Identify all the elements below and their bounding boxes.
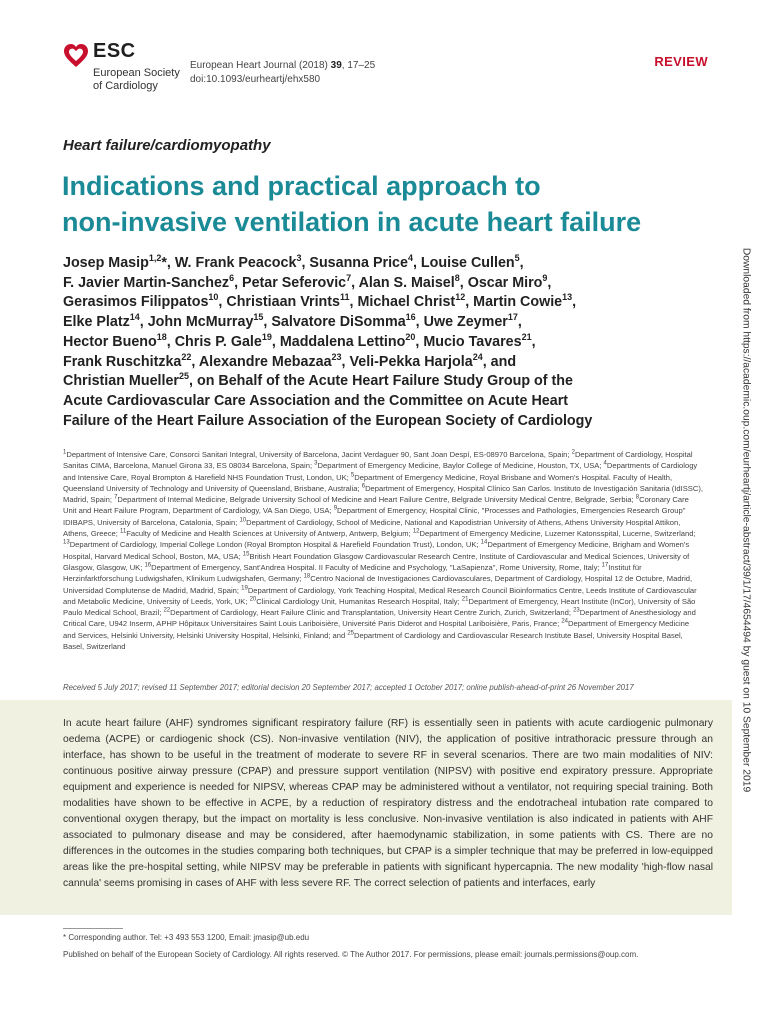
affiliation-number: 9	[333, 505, 338, 512]
author-name: Christian Mueller	[63, 373, 179, 390]
author-line: Josep Masip$^{1,2}$*, W. Frank Peacock$^3$, Susanna Price$^4$, Louise Cullen$^5$,	[63, 253, 524, 271]
affiliation-number: 4	[603, 460, 607, 467]
affiliation-text: Department of Emergency Medicine and Services, Helsinki University, Helsinki University Hospital, Helsinki, Finland; and	[63, 619, 690, 640]
author-line: F. Javier Martin-Sanchez$^6$, Petar Seferovic$^7$, Alan S. Maisel$^8$, Oscar Miro$^9$,	[63, 272, 552, 291]
author-name: W. Frank Peacock	[174, 255, 297, 271]
affiliation-number: 5	[350, 472, 355, 479]
affiliation-text: Department of Emergency Medicine, Baylor College of Medicine, Houston, TX, USA;	[317, 461, 604, 471]
author-name: John McMurray	[147, 314, 254, 331]
affiliation-number: 6	[361, 483, 366, 490]
received-dates: Received 5 July 2017; revised 11 September 2017; editorial decision 20 September 2017; accepted 1 October 2017; online publish-ahead-of-print 26 November 2017	[63, 683, 634, 692]
author-affiliation-number: 11	[340, 292, 350, 303]
author-affiliation-number: 20	[405, 332, 416, 343]
author-affiliation-number: 9	[542, 272, 548, 283]
affiliation-number: 16	[144, 562, 152, 569]
corresponding-author: * Corresponding author. Tel: +3 493 553 1200, Email: jmasip@ub.edu	[63, 933, 310, 942]
affiliation-number: 15	[242, 551, 250, 558]
author-name: Chris P. Gale	[174, 333, 262, 350]
abstract-box	[0, 700, 732, 915]
author-affiliation-number: 23	[331, 351, 342, 362]
affiliation-number: 21	[461, 596, 469, 603]
affiliation-text: Centro Nacional de Investigaciones Cardiovasculares, Department of Cardiology, Hospital 12 de Octubre, Madrid, Universidad Complutense de Madrid, Madrid, Spain;	[63, 574, 693, 595]
affiliation-text: Department of Cardiology, School of Medicine, National and Kapodistrian University of Athens, Athens University Hospital Attikon, Athens, Greece;	[63, 517, 681, 539]
author-affiliation-number: 1,2	[148, 253, 162, 264]
affiliation-text: Departments of Cardiology and Intensive Care, Royal Brompton & Harefield NHS Foundation Trust, London, UK;	[63, 461, 698, 482]
affiliation-number: 25	[347, 630, 354, 637]
author-affiliation-number: 10	[208, 292, 219, 303]
affiliation-text: Department of Emergency Medicine, Brigham and Women's Hospital, Harvard Medical School, Boston, MA, USA;	[63, 540, 690, 561]
affiliation-number: 14	[480, 539, 488, 546]
affiliation-text: British Heart Foundation Glasgow Cardiovascular Research Centre, Institute of Cardiovascular and Medical Sciences, University of Glasgow, Glasgow, UK;	[63, 551, 690, 572]
affiliation-number: 18	[303, 573, 311, 580]
author-affiliation-number: 18	[156, 332, 167, 343]
heart-logo-icon	[62, 42, 90, 70]
affiliation-number: 11	[119, 528, 127, 535]
affiliation-text: Department of Intensive Care, Consorci Sanitari Integral, University of Barcelona, Jacint Verdaguer 90, Sant Joan Despí, ES-08970 Barcelona, Spain;	[66, 450, 572, 459]
download-sidebar	[738, 240, 754, 800]
author-line: Hector Bueno$^{18}$, Chris P. Gale$^{19}$, Maddalena Lettino$^{20}$, Mucio Tavares$^{21}$,	[63, 332, 536, 350]
author-name: Petar Seferovic	[242, 274, 347, 291]
esc-logo	[62, 40, 182, 96]
author-name: Maddalena Lettino	[279, 333, 406, 350]
affiliation-number: 10	[239, 517, 247, 524]
author-line: Elke Platz$^{14}$, John McMurray$^{15}$, Salvatore DiSomma$^{16}$, Uwe Zeymer$^{17}$,	[63, 312, 522, 331]
affiliation-text: Department of Cardiology, Hospital Sanitas CIMA, Barcelona, Manuel Girona 33, ES 08034 Barcelona, Spain;	[63, 450, 693, 471]
affiliation-text: Department of Internal Medicine, Belgrade University School of Medicine and Heart Failure Centre, Belgrade University Medical Centre, Belgrade, Serbia;	[117, 495, 636, 505]
abstract-text: In acute heart failure (AHF) syndromes significant respiratory failure (RF) is essentially seen in patients with acute cardiogenic pulmonary oedema (ACPE) or cardiogenic shock (CS). Non-invasive ventilation (NIV), the application of positive intrathoracic pressure through an interface, has shown to be useful in the treatment of moderate to severe RF in several scenarios. There are two main modalities of NIV: continuous positive airway pressure (CPAP) and pressure support ventilation (NIPSV) with positive end expiratory pressure. Appropriate equipment and experience is needed for NIPSV, whereas CPAP may be administered without a ventilator, not requiring special training. Both modalities have shown to be effective in ACPE, by a reduction of respiratory distress and the endotracheal intubation rate compared to conventional oxygen therapy, but the impact on mortality is less conclusive. Non-invasive ventilation is also indicated in patients with AHF associated to pulmonary disease and may be considered, after haemodynamic stabilization, in some patients with CS. There are no differences in the outcomes in the studies comparing both techniques, but CPAP is a simpler technique that may be preferred in low-equipped areas like the pre-hospital setting, while NIPSV may be preferable in patients with significant hypercapnia. The new modality 'high-flow nasal cannula' seems promising in cases of AHF with less severe RF. The correct selection of patients and interfaces, early	[63, 718, 713, 889]
author-affiliation-number: 15	[253, 312, 264, 323]
author-affiliation-number: 19	[261, 332, 272, 343]
journal-citation: European Heart Journal (2018) 39, 17–25 doi:10.1093/eurheartj/ehx580	[190, 60, 376, 85]
author-name: Uwe Zeymer	[423, 314, 508, 331]
affiliation-text: Clinical Cardiology Unit, Humanitas Research Hospital, Italy;	[256, 596, 462, 606]
affiliation-text: Institut für Herzinfarktforschung Ludwigshafen, Klinikum Ludwigshafen, Germany;	[63, 562, 642, 584]
affiliation-number: 12	[412, 528, 420, 535]
author-line: Gerasimos Filippatos$^{10}$, Christiaan Vrints$^{11}$, Michael Christ$^{12}$, Martin Cowie$^{13}$,	[63, 292, 577, 311]
article-title: Indications and practical approach to non-invasive ventilation in acute heart failure	[62, 171, 642, 237]
affiliation-number: 13	[63, 539, 70, 546]
author-affiliation-number: 12	[455, 292, 466, 303]
affiliation-text: Department of Emergency Medicine, Royal Brisbane and Women's Hospital. Faculty of Health, Queensland University of Technology and University of Queensland, Brisbane, Australia;	[63, 472, 673, 493]
affiliation-number: 1	[63, 449, 67, 456]
author-name: Salvatore DiSomma	[271, 314, 406, 331]
author-affiliation-number: 7	[346, 272, 352, 283]
affiliation-number: 22	[163, 607, 171, 614]
author-affiliation-number: 3	[296, 253, 302, 264]
affiliation-number: 3	[314, 460, 318, 467]
doi: doi:10.1093/eurheartj/ehx580	[190, 74, 321, 85]
affiliation-number: 23	[573, 607, 580, 614]
author-name: Josep Masip	[63, 255, 149, 271]
affiliation-number: 2	[571, 449, 575, 456]
affiliation-text: Department of Emergency, Heart Institute (InCor), University of São Paulo Medical School, Brazil;	[63, 596, 696, 618]
author-affiliation-number: 21	[521, 332, 532, 343]
author-line: Christian Mueller$^{25}$, on Behalf of the Acute Heart Failure Study Group of the	[63, 371, 573, 390]
affiliation-number: 7	[114, 494, 118, 501]
affiliation-text: Department of Emergency, Hospital Clínico San Carlos. Instituto de Investigación Sanitaria (IdISSC), Madrid, Spain;	[63, 483, 703, 505]
footnotes	[63, 928, 713, 963]
affiliation-number: 19	[241, 585, 248, 592]
author-line: Frank Ruschitzka$^{22}$, Alexandre Mebazaa$^{23}$, Veli-Pekka Harjola$^{24}$, and	[63, 351, 517, 370]
affiliation-text: Coronary Care Unit and Heart Failure Program, Department of Cardiology, VA San Diego, USA;	[63, 495, 689, 516]
affiliation-number: 24	[561, 618, 568, 625]
logo-text: ESC	[93, 40, 136, 62]
author-name: Hector Bueno	[63, 333, 157, 350]
author-line: Acute Cardiovascular Care Association and the Committee on Acute Heart	[63, 392, 569, 409]
affiliation-text: Department of Anesthesiology and Critical Care, U942 Inserm, APHP Hôpitaux Universitaires Saint Louis Lariboisière, Université Paris Diderot and Hospital Lariboisière, Paris, France;	[63, 608, 696, 629]
author-affiliation-number: 6	[229, 272, 235, 283]
author-name: Veli-Pekka Harjola	[349, 353, 473, 370]
affiliation-text: Department of Cardiology, Imperial College London (Royal Brompton Hospital & Harefield Foundation Trust), London, UK;	[69, 540, 481, 550]
affiliation-number: 8	[635, 494, 640, 501]
author-name: Michael Christ	[357, 294, 456, 311]
affiliation-number: 17	[601, 562, 609, 569]
author-name: Alexandre Mebazaa	[198, 353, 332, 370]
author-name: Louise Cullen	[420, 255, 515, 271]
author-affiliation-number: 16	[405, 312, 416, 323]
author-affiliation-number: 8	[454, 272, 460, 283]
affiliation-text: Department of Cardiology, York Teaching Hospital, Medical Research Council Bioinformatics Centre, Leeds Institute of Cardiovascular and Metabolic Medicine, University of Leeds, York, UK;	[63, 585, 697, 606]
author-name: Frank Ruschitzka	[63, 353, 182, 370]
affiliation-text: Faculty of Medicine and Health Sciences at University of Antwerp, Antwerp, Belgium;	[126, 529, 413, 539]
author-name: Christiaan Vrints	[226, 294, 340, 311]
affiliation-number: 20	[249, 596, 257, 603]
affiliation-text: Department of Emergency, Hospital Clinic, "Processes and Pathologies, Emergencies Research Group" IDIBAPS, University of Barcelona, Catalonia, Spain;	[63, 506, 686, 527]
author-name: Alan S. Maisel	[358, 274, 455, 291]
author-affiliation-number: 25	[179, 371, 190, 382]
download-note: Downloaded from https://academic.oup.com/eurheartj/article-abstract/39/1/17/4654494 by guest on 10 September 2019	[740, 247, 752, 793]
author-name: F. Javier Martin-Sanchez	[63, 274, 230, 291]
author-line: Failure of the Heart Failure Association of the European Society of Cardiology	[63, 412, 593, 429]
author-name: Susanna Price	[309, 255, 408, 271]
author-name: Elke Platz	[63, 314, 130, 331]
author-name: Gerasimos Filippatos	[63, 294, 209, 311]
author-affiliation-number: 5	[514, 253, 520, 264]
society-name: European Society of Cardiology	[93, 67, 180, 92]
publisher-note: Published on behalf of the European Society of Cardiology. All rights reserved. © The Author 2017. For permissions, please email: journals.permissions@oup.com.	[63, 950, 639, 959]
article-type-label: REVIEW	[654, 54, 708, 69]
author-affiliation-number: 24	[472, 351, 483, 362]
author-name: Oscar Miro	[467, 274, 543, 291]
affiliation-text: Department of Emergency Medicine, Luzerner Katonsspital, Lucerne, Switzerland;	[419, 529, 696, 539]
affiliation-text: Department of Emergency, Sant'Andrea Hospital. II Faculty of Medicine and Psychology, "LaSapienza", Rome University, Rome, Italy;	[151, 562, 602, 572]
author-list	[63, 254, 713, 431]
affiliation-text: Department of Cardiology and Cardiovascular Research Institute Basel, University Hospital Basel, Basel, Switzerland	[63, 630, 683, 652]
author-name: Mucio Tavares	[423, 333, 522, 350]
section-label: Heart failure/cardiomyopathy	[63, 137, 271, 154]
author-affiliation-number: 14	[129, 312, 140, 323]
author-affiliation-number: 17	[507, 312, 518, 323]
author-affiliation-number: 4	[407, 253, 413, 264]
author-affiliation-number: 22	[181, 351, 192, 362]
author-name: Martin Cowie	[473, 294, 563, 311]
author-affiliation-number: 13	[562, 292, 573, 303]
affiliation-text: Department of Cardiology, Heart Failure Clinic and Transplantation, University Heart Centre Zurich, Zurich, Switzerland;	[170, 608, 574, 618]
affiliations	[63, 449, 703, 652]
